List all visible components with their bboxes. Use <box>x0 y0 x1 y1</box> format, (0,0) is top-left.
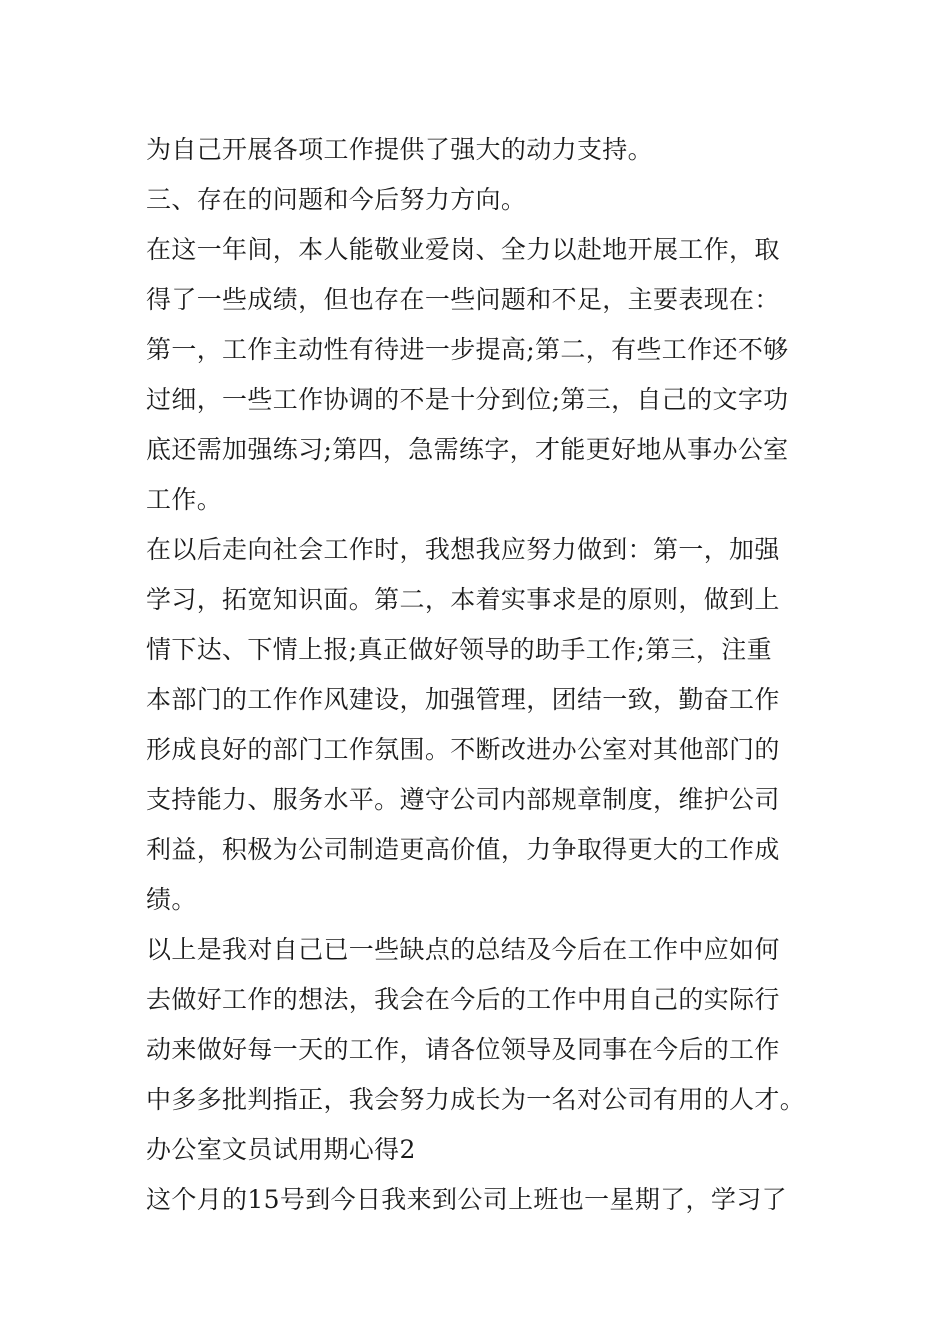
section-heading: 三、存在的问题和今后努力方向。 <box>146 185 527 214</box>
text-line: 以上是我对自己已一些缺点的总结及今后在工作中应如何 <box>146 935 780 964</box>
text-line: 得了一些成绩，但也存在一些问题和不足，主要表现在： <box>146 285 780 314</box>
document-body <box>146 125 808 1225</box>
text-line: 底还需加强练习;第四，急需练字，才能更好地从事办公室 <box>146 435 789 464</box>
text-line: 利益，积极为公司制造更高价值，力争取得更大的工作成 <box>146 835 780 864</box>
text-line: 去做好工作的想法，我会在今后的工作中用自己的实际行 <box>146 985 780 1014</box>
text-line: 动来做好每一天的工作，请各位领导及同事在今后的工作 <box>146 1035 780 1064</box>
text-line: 工作。 <box>146 485 223 514</box>
text-line: 情下达、下情上报;真正做好领导的助手工作;第三，注重 <box>146 635 772 664</box>
text-line: 这个月的15号到今日我来到公司上班也一星期了，学习了 <box>146 1185 787 1214</box>
article-title: 办公室文员试用期心得2 <box>146 1135 416 1164</box>
text-line: 本部门的工作作风建设，加强管理，团结一致，勤奋工作 <box>146 685 780 714</box>
text-line: 在这一年间，本人能敬业爱岗、全力以赴地开展工作，取 <box>146 235 780 264</box>
text-line: 中多多批判指正，我会努力成长为一名对公司有用的人才。 <box>146 1085 806 1114</box>
text-line: 为自己开展各项工作提供了强大的动力支持。 <box>146 135 654 164</box>
text-line: 在以后走向社会工作时，我想我应努力做到：第一，加强 <box>146 535 780 564</box>
text-line: 第一，工作主动性有待进一步提高;第二，有些工作还不够 <box>146 335 789 364</box>
text-line: 形成良好的部门工作氛围。不断改进办公室对其他部门的 <box>146 735 780 764</box>
text-line: 绩。 <box>146 885 197 914</box>
text-line: 学习，拓宽知识面。第二，本着实事求是的原则，做到上 <box>146 585 780 614</box>
text-line: 过细，一些工作协调的不是十分到位;第三，自己的文字功 <box>146 385 789 414</box>
text-line: 支持能力、服务水平。遵守公司内部规章制度，维护公司 <box>146 785 780 814</box>
